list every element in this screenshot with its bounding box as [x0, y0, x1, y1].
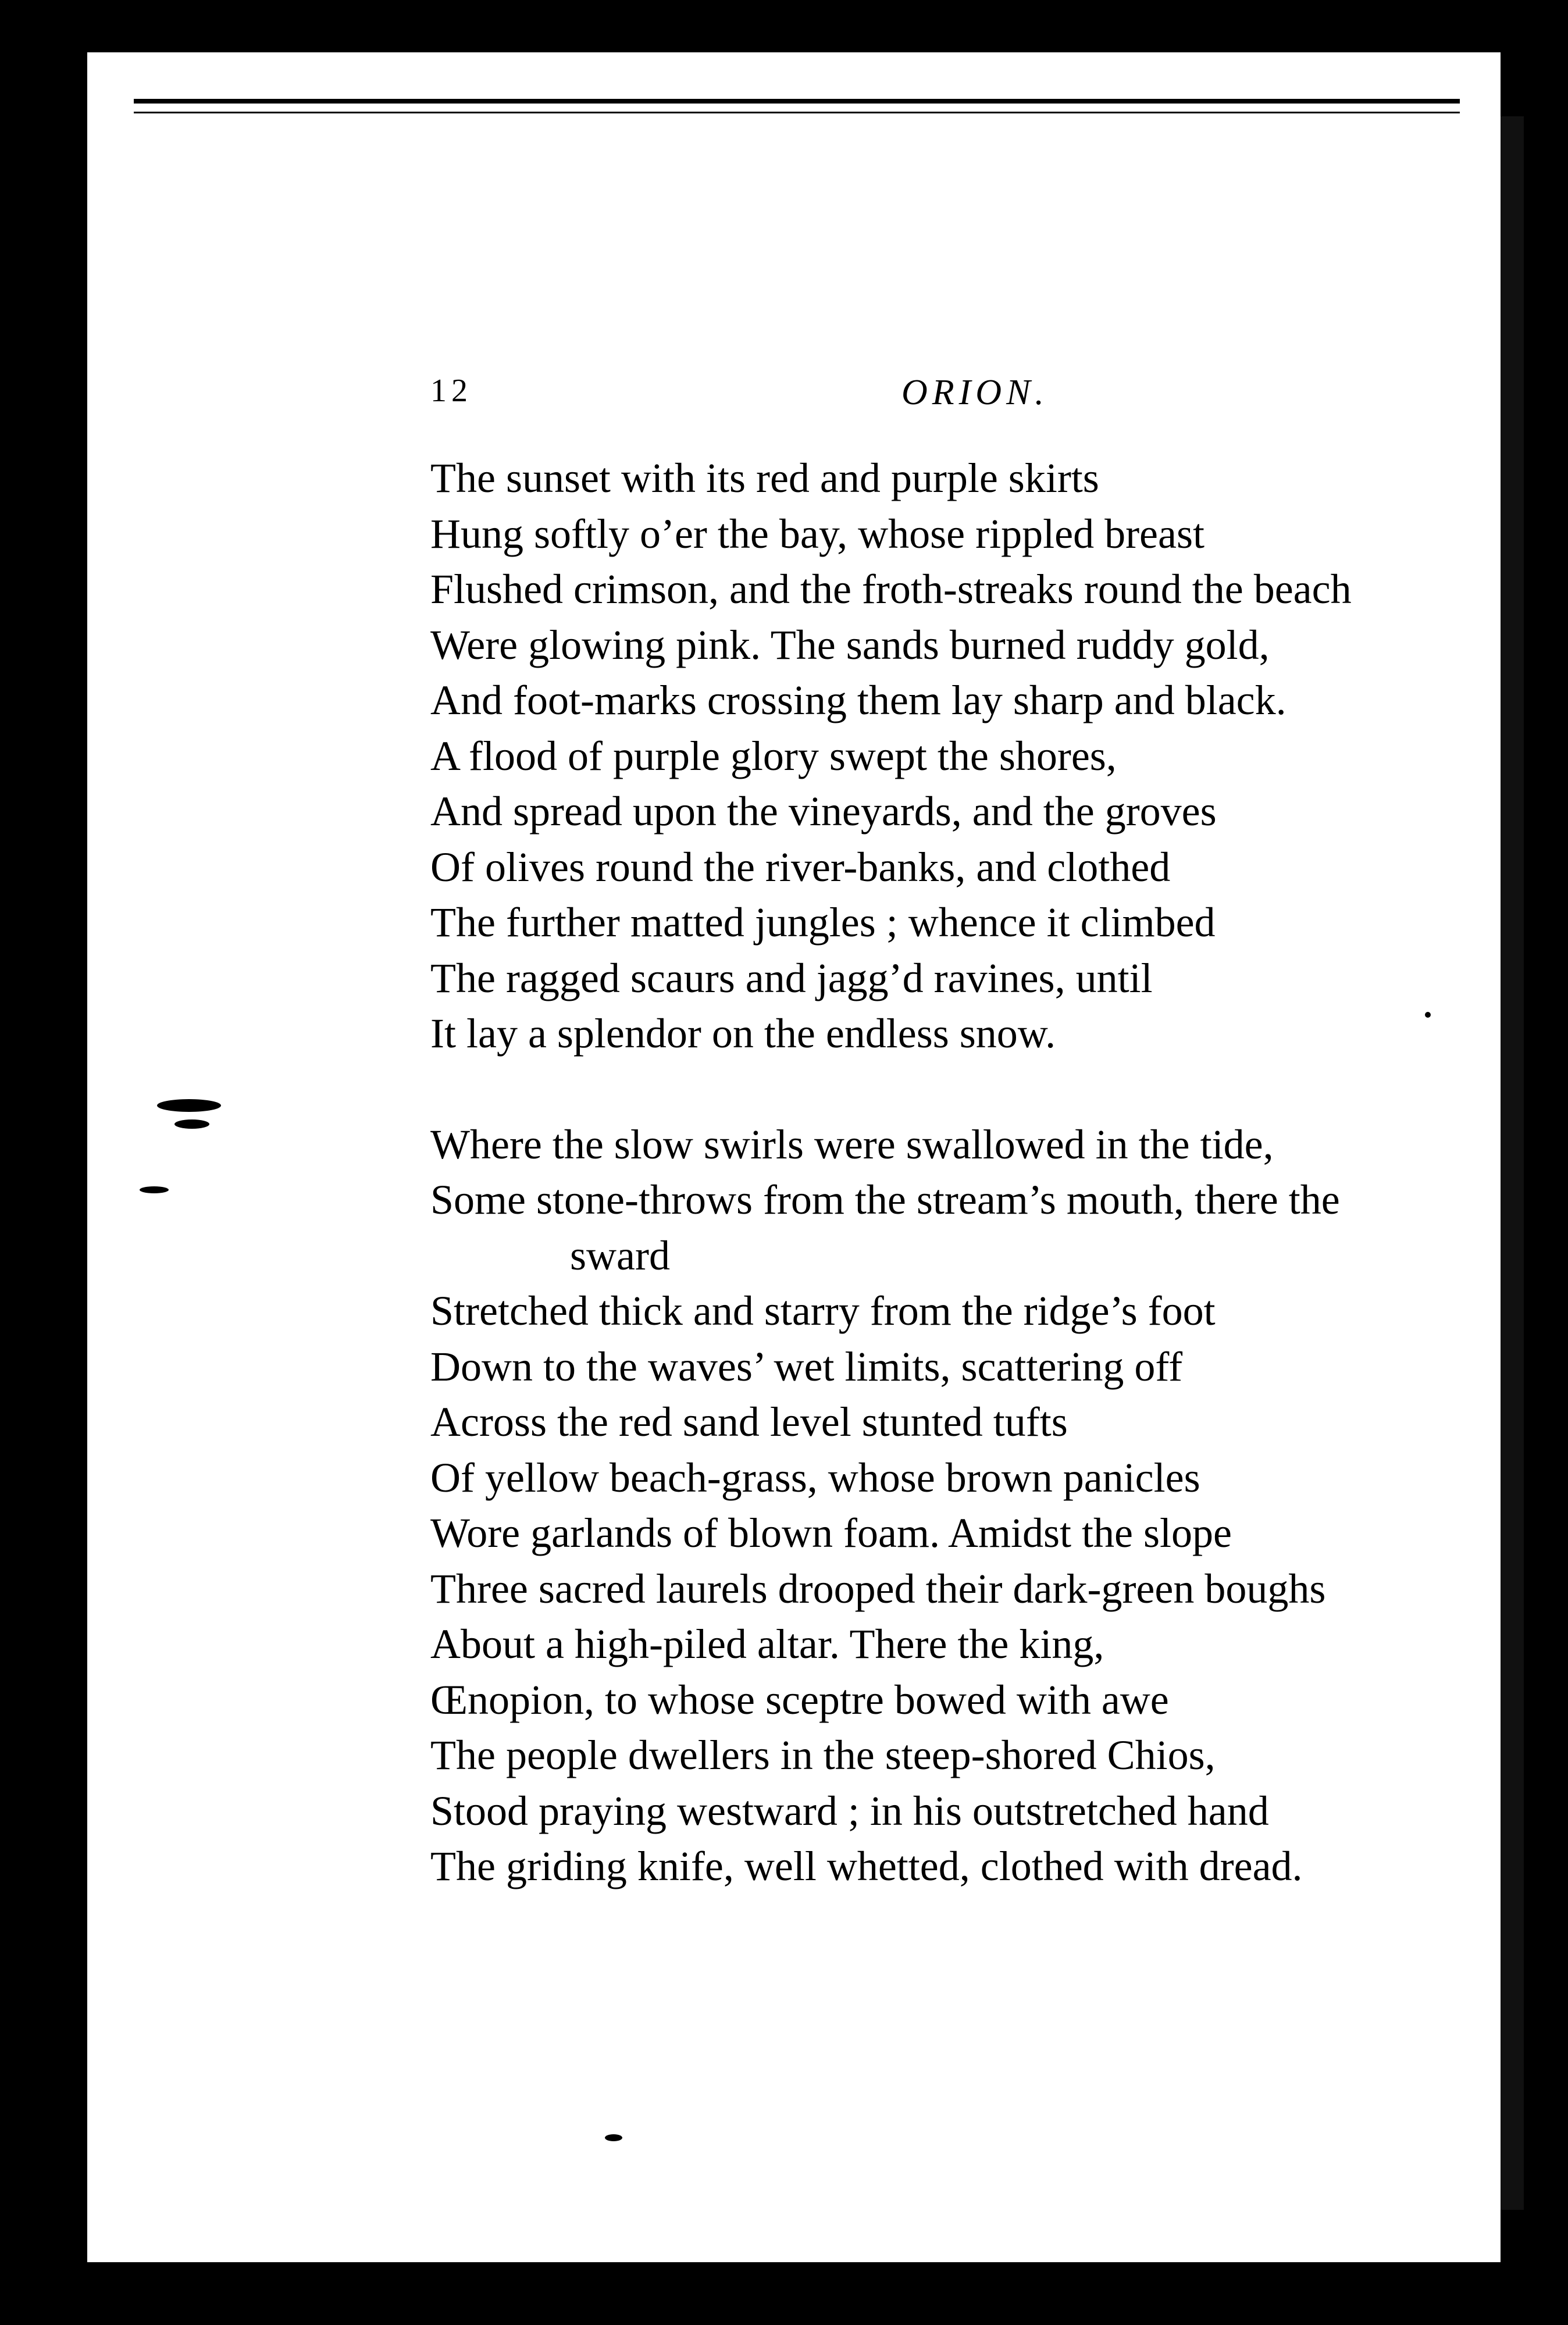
poem-line: Œnopion, to whose sceptre bowed with awe [430, 1676, 1169, 1723]
poem-line: Of olives round the river-banks, and clothed [430, 843, 1171, 890]
stanza-2 [430, 1117, 1512, 1895]
scan-speck [1425, 1012, 1431, 1018]
poem-line: The ragged scaurs and jagg’d ravines, until [430, 954, 1153, 1001]
poem-line: It lay a splendor on the endless snow. [430, 1010, 1056, 1057]
poem-line: Stood praying westward ; in his outstretched hand [430, 1787, 1269, 1834]
scan-speck [174, 1119, 209, 1129]
poem-line: About a high-piled altar. There the king, [430, 1621, 1104, 1667]
poem-line-continuation: sward [570, 1232, 670, 1279]
poem-line: The people dwellers in the steep-shored Chios, [430, 1732, 1216, 1778]
scan-speck [157, 1099, 221, 1112]
page-top-edge [134, 99, 1460, 104]
poem-line: Were glowing pink. The sands burned ruddy gold, [430, 621, 1270, 668]
poem-line: A flood of purple glory swept the shores, [430, 732, 1117, 779]
poem-line: Down to the waves’ wet limits, scattering off [430, 1343, 1183, 1390]
page-top-rule [134, 112, 1460, 113]
stanza-1 [430, 451, 1512, 1062]
poem-line: Wore garlands of blown foam. Amidst the slope [430, 1510, 1232, 1556]
poem-line: Where the slow swirls were swallowed in the tide, [430, 1121, 1274, 1168]
poem-line: Three sacred laurels drooped their dark-green boughs [430, 1565, 1326, 1612]
poem-line: And spread upon the vineyards, and the groves [430, 788, 1217, 835]
scan-speck [140, 1186, 169, 1193]
poem-line: Stretched thick and starry from the ridge’s foot [430, 1288, 1216, 1334]
poem-line: Some stone-throws from the stream’s mouth, there the [430, 1176, 1340, 1223]
page-header [430, 372, 1471, 425]
poem-line: The griding knife, well whetted, clothed with dread. [430, 1843, 1303, 1889]
poem-line: The sunset with its red and purple skirts [430, 455, 1099, 501]
poem-line: Of yellow beach-grass, whose brown panicles [430, 1454, 1200, 1501]
scan-speck [605, 2134, 622, 2141]
poem-line: Across the red sand level stunted tufts [430, 1399, 1068, 1445]
page-number: 12 [430, 373, 472, 409]
poem-line: The further matted jungles ; whence it climbed [430, 899, 1216, 946]
poem-line: And foot-marks crossing them lay sharp and black. [430, 677, 1287, 723]
poem-line: Hung softly o’er the bay, whose rippled breast [430, 510, 1204, 557]
running-head: ORION. [901, 373, 1049, 412]
poem-text [430, 451, 1512, 1895]
poem-line: Flushed crimson, and the froth-streaks round the beach [430, 566, 1352, 612]
